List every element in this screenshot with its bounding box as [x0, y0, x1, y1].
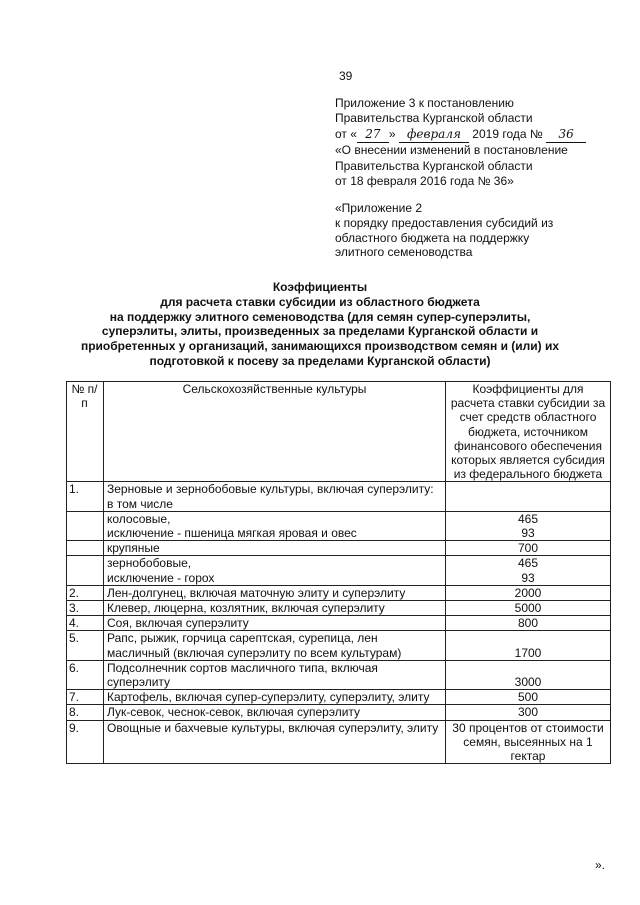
row-coef [446, 482, 611, 497]
row-coef: 93 [446, 571, 611, 586]
row-coef: 500 [446, 690, 611, 705]
table-row [67, 585, 611, 600]
table-row [67, 705, 611, 720]
row-crop: Подсолнечник сортов масличного типа, включая суперэлиту [104, 660, 446, 689]
row-coef: 700 [446, 541, 611, 556]
row-crop: Соя, включая суперэлиту [104, 616, 446, 631]
table-row [67, 482, 611, 497]
row-num: 5. [67, 631, 104, 660]
title-subline: суперэлиты, элиты, произведенных за пределами Курганской области и [101, 324, 539, 339]
appendix2-line: к порядку предоставления субсидий из [335, 215, 554, 230]
row-num: 3. [67, 601, 104, 616]
title-heading: Коэффициенты [272, 280, 368, 294]
row-crop: исключение - горох [104, 571, 446, 586]
table-row [67, 526, 611, 541]
row-coef: 300 [446, 705, 611, 720]
header-crop: Сельскохозяйственные культуры [104, 382, 446, 482]
page-number: 39 [339, 69, 353, 83]
appendix-line: от 18 февраля 2016 года № 36» [335, 174, 514, 189]
title-subline: приобретенных у организаций, занимающихся производством семян и (или) их [80, 339, 560, 354]
row-crop: колосовые, [104, 511, 446, 526]
appendix2-line: «Приложение 2 [335, 201, 423, 215]
row-crop: крупяные [104, 541, 446, 556]
appendix-date-line [335, 127, 625, 143]
row-crop: в том числе [104, 497, 446, 512]
title-subline: подготовкой к посеву за пределами Курганской области) [149, 353, 491, 368]
row-crop: Картофель, включая супер-суперэлиту, суперэлиту, элиту [104, 690, 446, 705]
row-crop: Зерновые и зернобобовые культуры, включая суперэлиту: [104, 482, 446, 497]
header-coef: Коэффициенты для расчета ставки субсидии за счет средств областного бюджета, источником финансового обеспечения которых является субсидия из федерального бюджета [446, 382, 611, 482]
row-num: 6. [67, 660, 104, 689]
coefficients-table [66, 381, 611, 764]
row-coef: 465 [446, 511, 611, 526]
table-header-row [67, 382, 611, 482]
handwritten-month: февраля [399, 127, 469, 143]
row-num: 1. [67, 482, 104, 497]
row-num [67, 541, 104, 556]
document-title [60, 280, 580, 369]
row-coef: 1700 [446, 631, 611, 660]
row-coef: 800 [446, 616, 611, 631]
row-crop: Лук-севок, чеснок-севок, включая суперэлиту [104, 705, 446, 720]
table-row [67, 511, 611, 526]
table-row [67, 601, 611, 616]
closing-quote: ». [595, 858, 606, 872]
appendix2-block [335, 201, 625, 260]
table-row [67, 660, 611, 689]
table-row [67, 616, 611, 631]
row-crop: Лен-долгунец, включая маточную элиту и суперэлиту [104, 585, 446, 600]
table-row [67, 571, 611, 586]
row-num: 8. [67, 705, 104, 720]
row-num [67, 497, 104, 512]
row-num [67, 511, 104, 526]
appendix-line: Правительства Курганской области [335, 158, 533, 173]
row-crop: Рапс, рыжик, горчица сарептская, сурепица, лен масличный (включая суперэлиту по всем культурам) [104, 631, 446, 660]
title-subline: на поддержку элитного семеноводства (для семян супер-суперэлиты, [109, 309, 531, 324]
row-coef: 93 [446, 526, 611, 541]
row-coef [446, 497, 611, 512]
row-crop: Овощные и бахчевые культуры, включая суперэлиту, элиту [104, 720, 446, 764]
appendix-line: «О внесении изменений в постановление [335, 143, 568, 158]
appendix-block [335, 96, 625, 189]
date-year: 2019 года № [472, 126, 543, 141]
table-row [67, 631, 611, 660]
appendix-line: Приложение 3 к постановлению [335, 96, 514, 110]
row-num: 7. [67, 690, 104, 705]
row-coef: 30 процентов от стоимости семян, высеянных на 1 гектар [446, 720, 611, 764]
handwritten-number: 36 [546, 127, 586, 143]
appendix2-line: областного бюджета на поддержку [335, 230, 530, 245]
table-row [67, 497, 611, 512]
row-num: 4. [67, 616, 104, 631]
table-row [67, 690, 611, 705]
appendix2-line: элитного семеноводства [335, 245, 473, 260]
row-num [67, 556, 104, 571]
row-crop: Клевер, люцерна, козлятник, включая суперэлиту [104, 601, 446, 616]
table-row [67, 556, 611, 571]
date-prefix: от « [335, 126, 357, 141]
table-row [67, 720, 611, 764]
row-coef: 5000 [446, 601, 611, 616]
title-subline: для расчета ставки субсидии из областного бюджета [160, 294, 480, 309]
row-crop: зернобобовые, [104, 556, 446, 571]
row-coef: 2000 [446, 585, 611, 600]
handwritten-day: 27 [357, 127, 389, 143]
row-num: 2. [67, 585, 104, 600]
row-coef: 465 [446, 556, 611, 571]
row-num [67, 571, 104, 586]
row-num [67, 526, 104, 541]
date-mid: » [388, 126, 396, 141]
row-coef: 3000 [446, 660, 611, 689]
header-num: № п/п [67, 382, 104, 482]
appendix-line: Правительства Курганской области [335, 111, 533, 126]
row-num: 9. [67, 720, 104, 764]
row-crop: исключение - пшеница мягкая яровая и овес [104, 526, 446, 541]
table-row [67, 541, 611, 556]
